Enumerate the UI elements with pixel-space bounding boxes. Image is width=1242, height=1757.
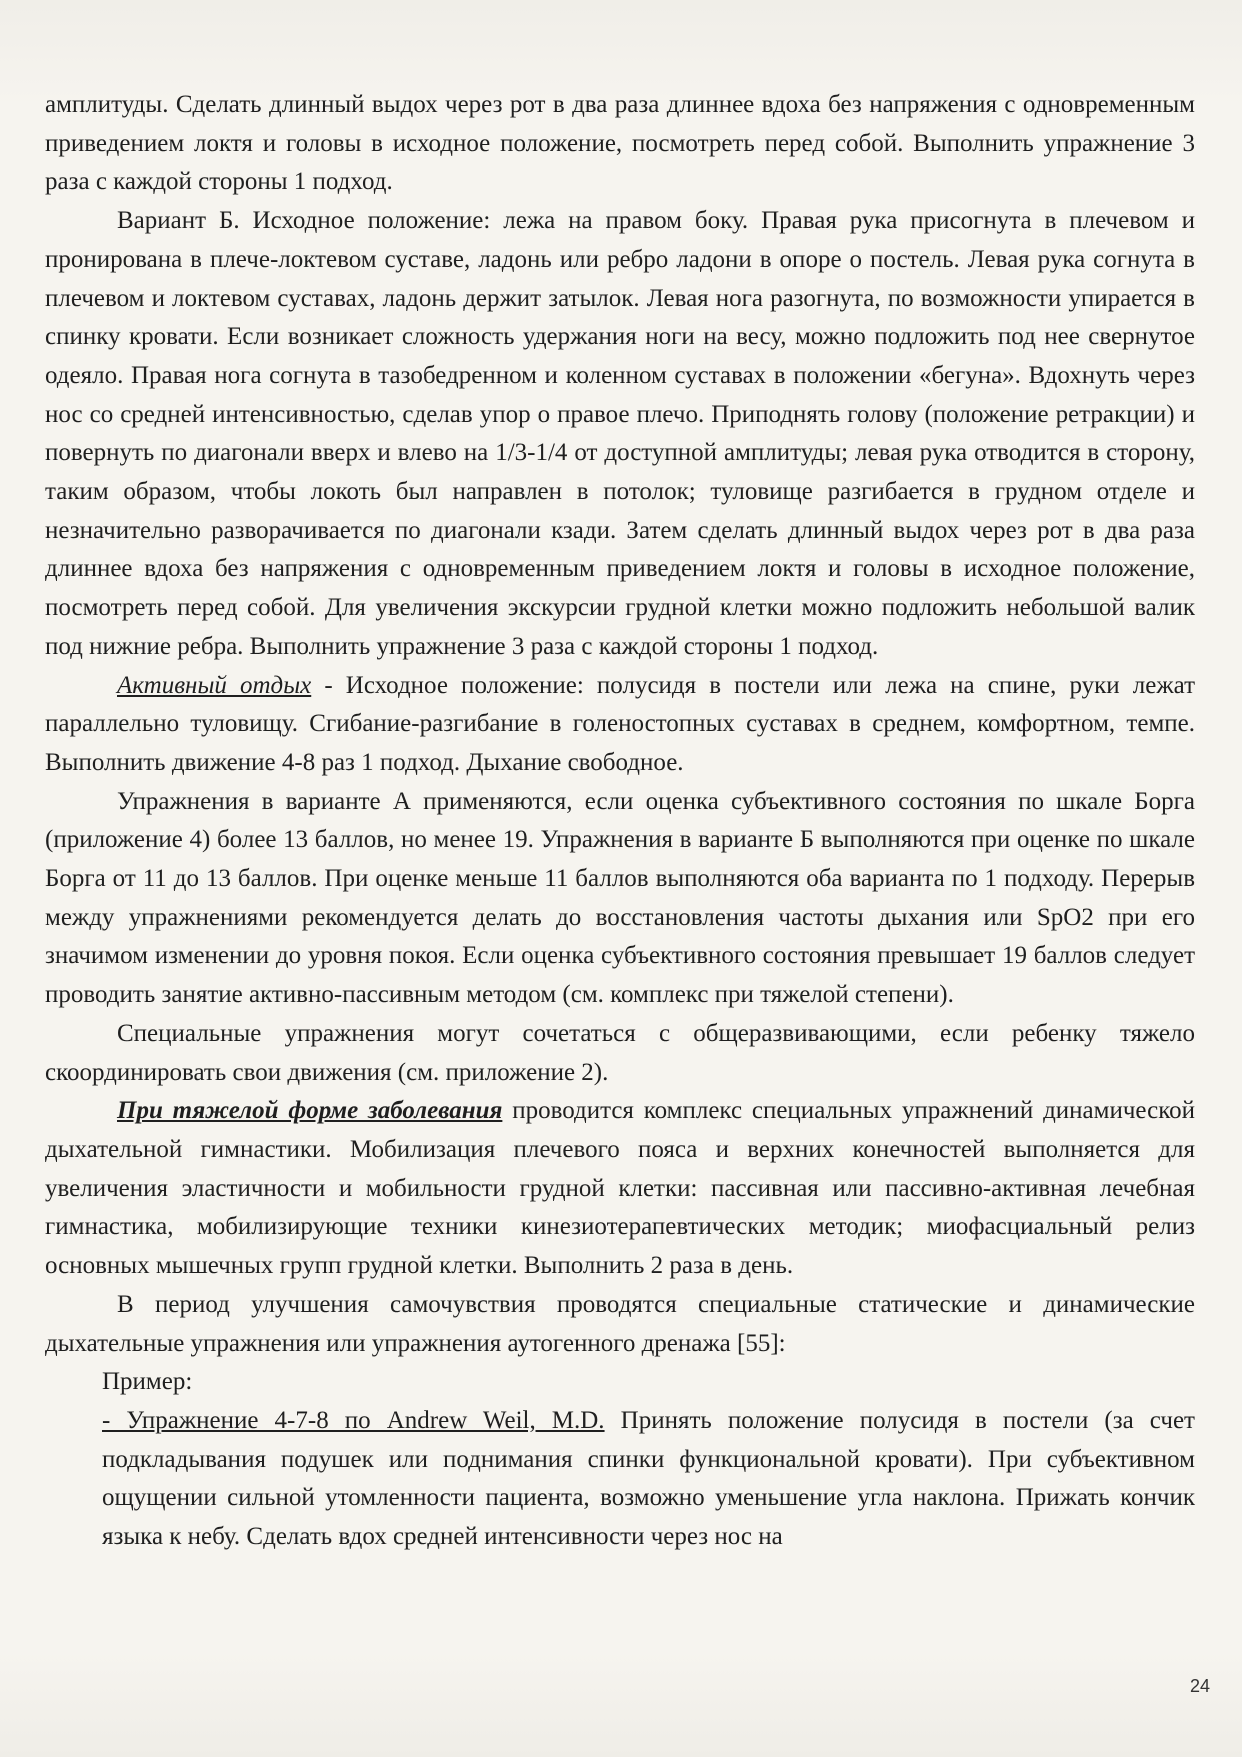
active-rest-text: - Исходное положение: полусидя в постели или лежа на спине, руки лежат параллельно туловищу. Сгибание-разгибание в голеностопных суставах в среднем, комфортном, темпе. Выполнить движение 4-8 раз 1 подход. Дыхание свободное.	[45, 671, 1196, 776]
paragraph-active-rest	[45, 667, 1195, 783]
active-rest-heading: Активный отдых	[117, 671, 312, 699]
paragraph-severe-form	[45, 1092, 1195, 1286]
severe-form-heading: При тяжелой форме заболевания	[117, 1097, 503, 1125]
body-text	[45, 86, 1195, 1557]
example-label: Пример:	[102, 1368, 193, 1396]
exercise-478-text: Принять положение полусидя в постели (за счет подкладывания подушек или поднимания спинки функциональной кровати). При субъективном ощущении сильной утомленности пациента, возможно уменьшение угла наклона. Прижать кончик языка к небу. Сделать вдох средней интенсивности через нос на	[102, 1406, 1195, 1551]
paragraph-improvement: В период улучшения самочувствия проводятся специальные статические и динамические дыхательные упражнения или упражнения аутогенного дренажа [55]:	[45, 1290, 1195, 1357]
paragraph-general-exercises: Специальные упражнения могут сочетаться с общеразвивающими, если ребенку тяжело скоординировать свои движения (см. приложение 2).	[45, 1019, 1195, 1086]
severe-form-text: проводится комплекс специальных упражнений динамической дыхательной гимнастики. Мобилизация плечевого пояса и верхних конечностей выполняется для увеличения эластичности и мобильности грудной клетки: пассивная или пассивно-активная лечебная гимнастика, мобилизирующие техники кинезиотерапевтических методик; миофасциальный релиз основных мышечных групп грудной клетки. Выполнить 2 раза в день.	[45, 1097, 1195, 1280]
exercise-478-heading: - Упражнение 4-7-8 по Andrew Weil, M.D.	[102, 1406, 605, 1434]
paragraph-exercise-478	[45, 1402, 1195, 1557]
paragraph-variant-b: Вариант Б. Исходное положение: лежа на правом боку. Правая рука присогнута в плечевом и пронирована в плече-локтевом суставе, ладонь или ребро ладони в опоре о постель. Левая рука согнута в плечевом и локтевом суставах, ладонь держит затылок. Левая нога разогнута, по возможности упирается в спинку кровати. Если возникает сложность удержания ноги на весу, можно подложить под нее свернутое одеяло. Правая нога согнута в тазобедренном и коленном суставах в положении «бегуна». Вдохнуть через нос со средней интенсивностью, сделав упор о правое плечо. Приподнять голову (положение ретракции) и повернуть по диагонали вверх и влево на 1/3-1/4 от доступной амплитуды; левая рука отводится в сторону, таким образом, чтобы локоть был направлен в потолок; туловище разгибается в грудном отделе и незначительно разворачивается по диагонали кзади. Затем сделать длинный выдох через рот в два раза длиннее вдоха без напряжения с одновременным приведением локтя и головы в исходное положение, посмотреть перед собой. Для увеличения экскурсии грудной клетки можно подложить небольшой валик под нижние ребра. Выполнить упражнение 3 раза с каждой стороны 1 подход.	[45, 207, 1195, 660]
page-number: 24	[1189, 1676, 1210, 1696]
paragraph-continuation: амплитуды. Сделать длинный выдох через рот в два раза длиннее вдоха без напряжения с одновременным приведением локтя и головы в исходное положение, посмотреть перед собой. Выполнить упражнение 3 раза с каждой стороны 1 подход.	[45, 91, 1195, 196]
paragraph-borg-scale: Упражнения в варианте А применяются, если оценка субъективного состояния по шкале Борга (приложение 4) более 13 баллов, но менее 19. Упражнения в варианте Б выполняются при оценке по шкале Борга от 11 до 13 баллов. При оценке меньше 11 баллов выполняются оба варианта по 1 подходу. Перерыв между упражнениями рекомендуется делать до восстановления частоты дыхания или SpO2 при его значимом изменении до уровня покоя. Если оценка субъективного состояния превышает 19 баллов следует проводить занятие активно-пассивным методом (см. комплекс при тяжелой степени).	[45, 787, 1195, 1009]
